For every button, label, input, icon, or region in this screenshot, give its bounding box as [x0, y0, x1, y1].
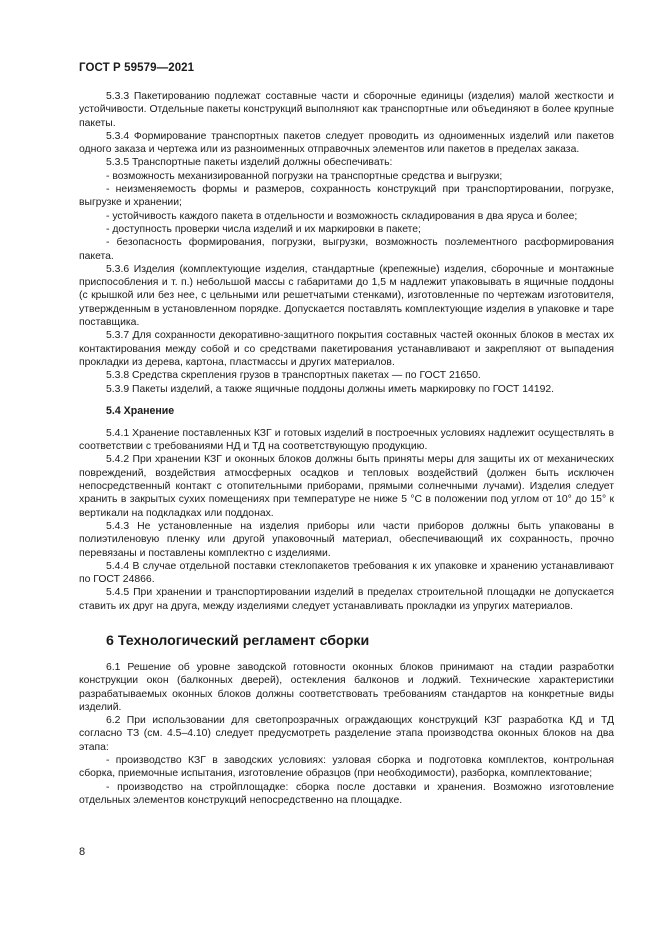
paragraph: 6.2 При использовании для светопрозрачных ограждающих конструкций КЗГ разработка КД и ТД согласно ТЗ (см. 4.5–4.10) следует предусмотреть разделение этапа производства оконных блоков на два этапа: — [79, 715, 614, 753]
paragraph: 5.3.5 Транспортные пакеты изделий должны обеспечивать: — [106, 157, 393, 169]
paragraph: 5.3.3 Пакетированию подлежат составные части и сборочные единицы (изделия) малой жесткости и устойчивости. Отдельные пакеты конструкций выполняют как транспортные или объединяют в более крупные пакеты. — [79, 91, 614, 129]
paragraph: 5.4.4 В случае отдельной поставки стеклопакетов требования к их упаковке и хранению устанавливают по ГОСТ 24866. — [79, 560, 614, 586]
paragraph: 5.4.3 Не установленные на изделия приборы или части приборов должны быть упакованы в полиэтиленовую пленку или другой упаковочный материал, обеспечивающий их сохранность, прочно перевязаны и поставлены комплектно с изделиями. — [79, 520, 614, 559]
list-item: - устойчивость каждого пакета в отдельности и возможность складирования в два яруса и более; — [106, 210, 578, 222]
paragraph: 5.3.4 Формирование транспортных пакетов следует проводить из одноименных изделий или пакетов одного заказа и чертежа или из разноименных отправочных элементов или пакетов в пределах заказа. — [79, 130, 614, 156]
paragraph: 5.3.6 Изделия (комплектующие изделия, стандартные (крепежные) изделия, сборочные и монтажные приспособления и т. п.) небольшой массы с габаритами до 1,5 м надлежит упаковывать в ящичные поддоны (с крышкой или без нее, с цельными или решетчатыми стенками), изготовленные по чертежам изготовителя, утвержденным в установленном порядке. Допускается поставлять комплектующие изделия в упаковке и таре поставщика. — [79, 263, 614, 329]
paragraph: 5.3.8 Средства скрепления грузов в транспортных пакетах — по ГОСТ 21650. — [106, 370, 481, 382]
section-heading-6: 6 Технологический регламент сборки — [106, 632, 370, 649]
list-item: - неизменяемость формы и размеров, сохранность конструкций при транспортировании, погрузке, выгрузке и хранении; — [79, 184, 614, 209]
paragraph: 5.3.9 Пакеты изделий, а также ящичные поддоны должны иметь маркировку по ГОСТ 14192. — [106, 383, 555, 395]
paragraph: 5.4.2 При хранении КЗГ и оконных блоков должны быть приняты меры для защиты их от механических повреждений, воздействия атмосферных осадков и тепловых воздействий (должен быть исключен непосредственный контакт с отопительными приборами, прямыми солнечными лучами). Изделия следует хранить в закрытых сухих помещениях при температуре не ниже 5 °С в положении под углом от 10° до 15° к вертикали на подкладках или поддонах. — [79, 454, 614, 519]
list-item: - возможность механизированной погрузки на транспортные средства и выгрузки; — [106, 170, 503, 182]
paragraph: 5.3.7 Для сохранности декоративно-защитного покрытия составных частей оконных блоков в местах их контактирования между собой и со средствами пакетирования устанавливают и закрепляют от выпадения прокладки из дерева, картона, пластмассы и других материалов. — [79, 330, 614, 368]
paragraph: 6.1 Решение об уровне заводской готовности оконных блоков принимают на стадии разработки конструкции окон (балконных дверей), остекления балконов и лоджий. Технические характеристики разрабатываемых оконных блоков должны соответствовать требованиям стандартов на конкретные виды изделий. — [79, 661, 614, 713]
document-header: ГОСТ Р 59579—2021 — [79, 62, 195, 74]
page-content — [79, 90, 614, 807]
list-item: - безопасность формирования, погрузки, выгрузки, возможность поэлементного расформирования пакета. — [79, 237, 614, 262]
paragraph: 5.4.1 Хранение поставленных КЗГ и готовых изделий в построечных условиях надлежит осуществлять в соответствии с требованиями НД и ТД на соответствующую продукцию. — [79, 427, 614, 453]
page-number: 8 — [79, 846, 86, 858]
section-heading-5-4: 5.4 Хранение — [106, 404, 175, 417]
paragraph: 5.4.5 При хранении и транспортировании изделий в пределах строительной площадки не допускается ставить их друг на друга, между изделиями следует устанавливать прокладки из упругих материалов. — [79, 587, 614, 612]
list-item: - производство КЗГ в заводских условиях: узловая сборка и подготовка комплектов, контрольная сборка, приемочные испытания, изготовление образцов (при необходимости), разборка, комплектование; — [79, 755, 614, 780]
list-item: - доступность проверки числа изделий и их маркировки в пакете; — [106, 223, 421, 235]
list-item: - производство на стройплощадке: сборка после доставки и хранения. Возможно изготовление отдельных элементов конструкций непосредственно на площадке. — [79, 781, 614, 806]
